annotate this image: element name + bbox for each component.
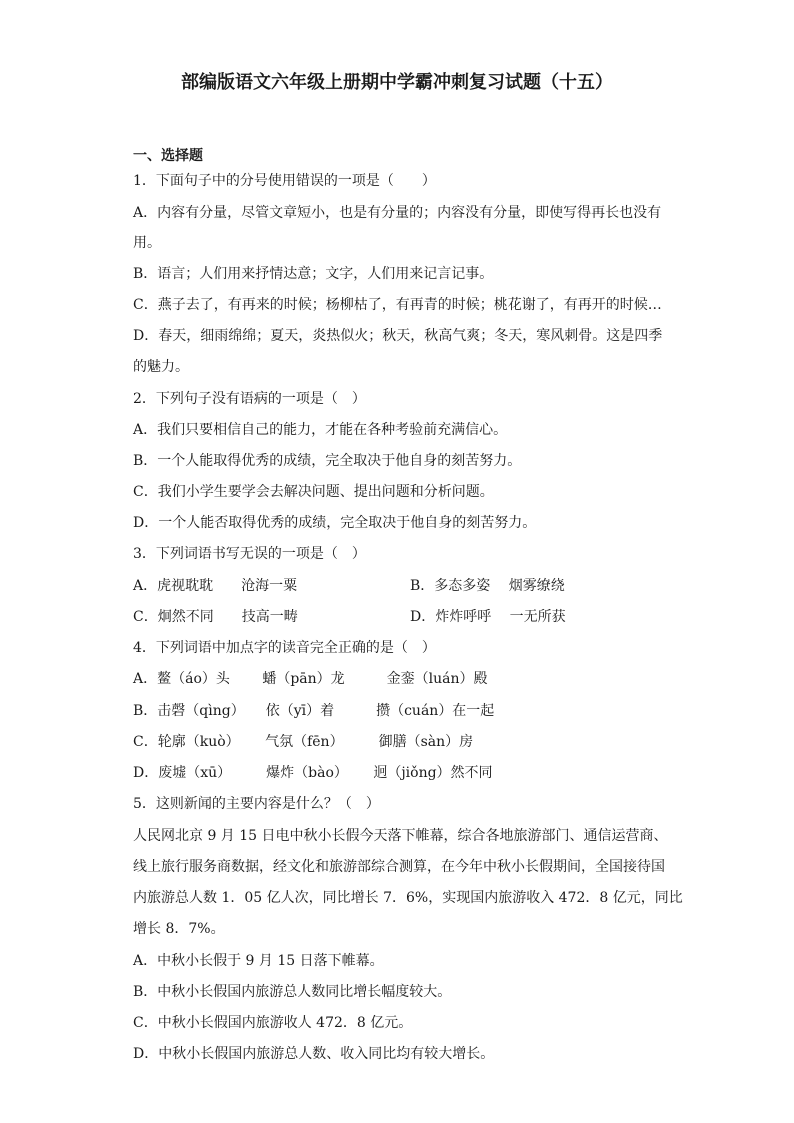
- question-2-option-a: A．我们只要相信自己的能力，才能在各种考验前充满信心。: [133, 422, 508, 438]
- question-1-option-a-cont: 用。: [133, 235, 161, 251]
- question-5-option-b: B．中秋小长假国内旅游总人数同比增长幅度较大。: [133, 984, 452, 1000]
- question-1-option-a: A．内容有分量，尽管文章短小，也是有分量的；内容没有分量，即使写得再长也没有: [133, 205, 662, 221]
- question-2-stem: 2．下列句子没有语病的一项是（ ）: [133, 391, 366, 407]
- question-5-option-c: C．中秋小长假国内旅游收人 472．8 亿元。: [133, 1015, 413, 1031]
- question-3-option-a: A．虎视耽耽 沧海一粟: [133, 578, 298, 594]
- question-4-option-d: D．废墟（xū） 爆炸（bào） 迥（jiǒng）然不同: [133, 765, 493, 781]
- question-4-option-a: A．鳌（áo）头 蟠（pān）龙 金銮（luán）殿: [133, 671, 488, 687]
- question-5-stem: 5．这则新闻的主要内容是什么？（ ）: [133, 796, 380, 812]
- question-4-option-b: B．击磬（qìng） 依（yī）着 攒（cuán）在一起: [133, 703, 495, 719]
- question-5-passage-line-2: 线上旅行服务商数据，经文化和旅游部综合测算，在今年中秋小长假期间，全国接待国: [133, 859, 665, 875]
- question-1-option-b: B．语言；人们用来抒情达意；文字，人们用来记言记事。: [133, 266, 494, 282]
- question-4-option-c: C．轮廓（kuò） 气氛（fēn） 御膳（sàn）房: [133, 734, 474, 750]
- question-1-option-d: D．春天，细雨绵绵；夏天，炎热似火；秋天，秋高气爽；冬天，寒风刺骨。这是四季: [133, 328, 663, 344]
- question-3-option-d: D．炸炸呼呼 一无所获: [410, 609, 566, 625]
- page-title: 部编版语文六年级上册期中学霸冲刺复习试题（十五）: [181, 72, 613, 93]
- question-5-passage-line-3: 内旅游总人数 1．05 亿人次，同比增长 7．6%，实现国内旅游收入 472．8 亿元，同比: [133, 890, 683, 906]
- question-5-option-d: D．中秋小长假国内旅游总人数、收入同比均有较大增长。: [133, 1046, 495, 1062]
- question-5-passage-line-4: 增长 8．7%。: [133, 921, 225, 937]
- question-5-option-a: A．中秋小长假于 9 月 15 日落下帷幕。: [133, 953, 384, 969]
- section-heading: 一、选择题: [133, 148, 203, 164]
- question-2-option-c: C．我们小学生要学会去解决问题、提出问题和分析问题。: [133, 484, 494, 500]
- question-2-option-d: D．一个人能否取得优秀的成绩，完全取决于他自身的刻苦努力。: [133, 515, 537, 531]
- question-3-stem: 3．下列词语书写无误的一项是（ ）: [133, 546, 366, 562]
- question-1-option-d-cont: 的魅力。: [133, 359, 189, 375]
- question-3-option-c: C．炯然不同 技高一畴: [133, 609, 298, 625]
- question-3-option-b: B．多态多姿 烟雾缭绕: [410, 578, 565, 594]
- question-2-option-b: B．一个人能取得优秀的成绩，完全取决于他自身的刻苦努力。: [133, 453, 522, 469]
- question-1-stem: 1．下面句子中的分号使用错误的一项是（ ）: [133, 173, 436, 189]
- question-1-option-c: C．燕子去了，有再来的时候；杨柳枯了，有再青的时候；桃花谢了，有再开的时候…: [133, 297, 662, 313]
- question-5-passage-line-1: 人民网北京 9 月 15 日电中秋小长假今天落下帷幕，综合各地旅游部门、通信运营商、: [133, 828, 668, 844]
- question-4-stem: 4．下列词语中加点字的读音完全正确的是（ ）: [133, 640, 436, 656]
